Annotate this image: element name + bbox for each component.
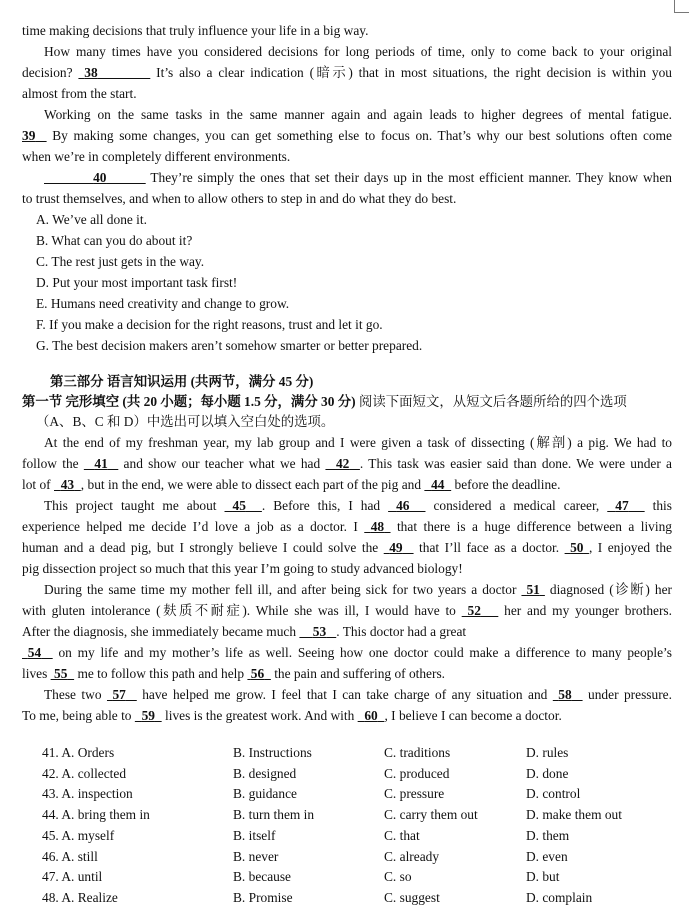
answer-option-d[interactable]: D. complain <box>526 889 593 905</box>
reading-line: Working on the same tasks in the same manner again and again leads to higher degrees of mental fatigue. <box>44 107 672 122</box>
answer-option-a[interactable]: 41. A. Orders <box>42 745 115 760</box>
reading-line: when we’re in completely different environments. <box>22 149 291 164</box>
blank-41[interactable]: 41 <box>94 456 108 471</box>
answer-option-d[interactable]: D. them <box>526 827 570 843</box>
blank-45[interactable]: 45 <box>232 498 246 513</box>
cloze-line: To me, being able to 59 lives is the greatest work. And with 60 , I believe I can become a doctor. <box>22 708 562 723</box>
blank-60[interactable]: 60 <box>364 708 378 723</box>
reading-line: to trust themselves, and when to allow others to step in and do what they do best. <box>22 191 457 206</box>
option-e: E. Humans need creativity and change to grow. <box>36 296 290 311</box>
blank-44[interactable]: 44 <box>431 477 445 492</box>
answer-option-a[interactable]: 42. A. collected <box>42 765 127 781</box>
answer-option-b[interactable]: B. guidance <box>233 786 297 802</box>
answer-option-c[interactable]: C. pressure <box>384 786 445 802</box>
option-b: B. What can you do about it? <box>36 233 193 248</box>
page-corner-mark <box>674 0 689 13</box>
cloze-line: At the end of my freshman year, my lab group and I were given a task of dissecting (解剖) a pig. We had to <box>44 435 672 450</box>
answer-option-d[interactable]: D. control <box>526 786 581 802</box>
blank-50[interactable]: 50 <box>570 540 584 555</box>
answer-option-a[interactable]: 48. A. Realize <box>42 889 118 905</box>
cloze-line: 54 on my life and my mother’s life as well. Seeing how one doctor could make a difference to many people’s <box>22 645 672 661</box>
answer-option-c[interactable]: C. carry them out <box>384 807 478 823</box>
blank-59[interactable]: 59 <box>141 708 155 723</box>
option-f: F. If you make a decision for the right reasons, trust and let it go. <box>36 317 383 332</box>
answer-option-b[interactable]: B. never <box>233 848 279 864</box>
cloze-line: During the same time my mother fell ill, and after being sick for two years a doctor 51 diagnosed (诊断) her <box>44 582 672 597</box>
blank-38[interactable]: 38 <box>84 65 98 80</box>
answer-option-b[interactable]: B. designed <box>233 765 297 781</box>
answer-option-c[interactable]: C. so <box>384 869 412 885</box>
section-title: 第三部分 语言知识运用 (共两节，满分 45 分) <box>50 374 314 389</box>
reading-line: decision? 38 It’s also a clear indication (暗示) that in most situations, the right decision is within you <box>22 65 672 80</box>
blank-56[interactable]: 56 <box>250 666 265 681</box>
reading-line: time making decisions that truly influence your life in a big way. <box>22 23 369 38</box>
answer-option-d[interactable]: D. done <box>526 765 569 781</box>
cloze-line: lot of 43 , but in the end, we were able to dissect each part of the pig and 44 before the deadline. <box>22 477 561 492</box>
answer-option-a[interactable]: 47. A. until <box>42 869 103 885</box>
blank-48[interactable]: 48 <box>370 519 385 534</box>
blank-55[interactable]: 55 <box>54 666 68 681</box>
reading-line: 39 By making some changes, you can get something else to focus on. That’s why our best solutions often come <box>22 128 672 143</box>
answer-option-d[interactable]: D. make them out <box>526 807 622 823</box>
blank-53[interactable]: 53 <box>312 624 327 639</box>
answer-option-c[interactable]: C. produced <box>384 765 450 781</box>
cloze-line: This project taught me about 45 . Before this, I had 46 considered a medical career, 47 this <box>44 498 672 513</box>
blank-54[interactable]: 54 <box>27 645 42 660</box>
option-g: G. The best decision makers aren’t somehow smarter or better prepared. <box>36 338 423 353</box>
section-instruction: 第一节 完形填空 (共 20 小题；每小题 1.5 分，满分 30 分) 阅读下面短文，从短文后各题所给的四个选项 <box>22 394 627 409</box>
answer-option-a[interactable]: 46. A. still <box>42 848 98 864</box>
blank-52[interactable]: 52 <box>467 603 481 618</box>
blank-47[interactable]: 47 <box>615 498 629 513</box>
answer-option-a[interactable]: 44. A. bring them in <box>42 807 150 823</box>
cloze-line: human and a dead pig, but I strongly believe I could solve the 49 that I’ll face as a doctor. 50 , I enjoyed the <box>22 540 672 555</box>
answer-option-c[interactable]: C. already <box>384 848 440 864</box>
blank-39[interactable]: 39 <box>22 128 36 143</box>
cloze-line: lives 55 me to follow this path and help 56 the pain and suffering of others. <box>22 666 446 681</box>
reading-line: almost from the start. <box>22 86 137 101</box>
option-a: A. We’ve all done it. <box>36 212 147 227</box>
blank-51[interactable]: 51 <box>526 582 540 597</box>
reading-line: 40 They’re simply the ones that set their days up in the most efficient manner. They know when <box>44 170 672 186</box>
blank-58[interactable]: 58 <box>558 687 572 702</box>
cloze-line: follow the 41 and show our teacher what we had 42 . This task was easier said than done. We were under a <box>22 456 673 471</box>
option-c: C. The rest just gets in the way. <box>36 254 205 269</box>
blank-43[interactable]: 43 <box>60 477 75 492</box>
answer-option-b[interactable]: B. Instructions <box>233 745 312 760</box>
blank-57[interactable]: 57 <box>112 687 126 702</box>
cloze-line: with gluten intolerance (麸质不耐症). While she was ill, I would have to 52 her and my younger brothers. <box>22 603 672 618</box>
cloze-line: After the diagnosis, she immediately became much 53 . This doctor had a great <box>22 624 467 639</box>
blank-49[interactable]: 49 <box>389 540 403 555</box>
answer-option-c[interactable]: C. that <box>384 827 420 843</box>
answer-option-b[interactable]: B. turn them in <box>233 807 315 823</box>
answer-option-b[interactable]: B. because <box>233 869 292 885</box>
cloze-line: These two 57 have helped me grow. I feel that I can take charge of any situation and 58 under pressure. <box>44 687 672 702</box>
answer-option-c[interactable]: C. traditions <box>384 745 451 760</box>
blank-46[interactable]: 46 <box>396 498 410 513</box>
answer-option-d[interactable]: D. even <box>526 848 568 864</box>
section-instruction-cont: （A、B、C 和 D）中选出可以填入空白处的选项。 <box>36 414 335 429</box>
answer-option-b[interactable]: B. itself <box>233 827 276 843</box>
answer-option-a[interactable]: 43. A. inspection <box>42 786 133 802</box>
option-d: D. Put your most important task first! <box>36 275 238 290</box>
answer-option-b[interactable]: B. Promise <box>233 889 293 905</box>
answer-option-c[interactable]: C. suggest <box>384 889 440 905</box>
answer-option-d[interactable]: D. rules <box>526 745 569 760</box>
blank-40[interactable]: 40 <box>93 170 107 185</box>
blank-42[interactable]: 42 <box>335 456 350 471</box>
answer-option-d[interactable]: D. but <box>526 869 560 885</box>
cloze-line: experience helped me decide I’d love a job as a doctor. I 48 that there is a huge difference between a living <box>22 519 672 534</box>
reading-line: How many times have you considered decisions for long periods of time, only to come back to your original <box>44 44 672 59</box>
answer-option-a[interactable]: 45. A. myself <box>42 827 115 843</box>
cloze-line: pig dissection project so much that this year I’m going to study advanced biology! <box>22 561 463 576</box>
